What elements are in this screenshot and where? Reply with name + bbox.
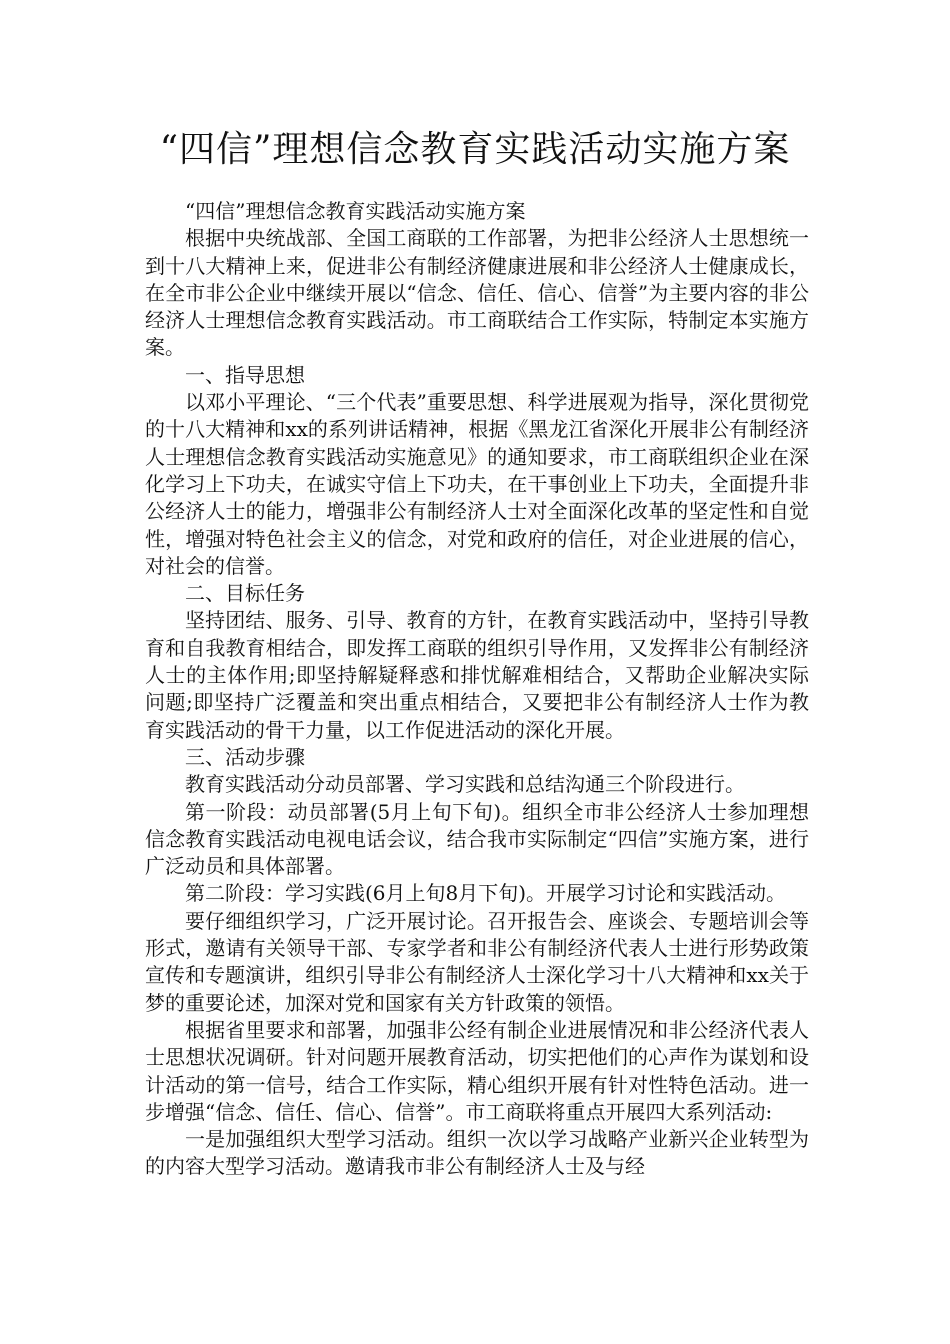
paragraph-subtitle: “四信”理想信念教育实践活动实施方案 <box>185 199 526 223</box>
paragraph-activity-one: 一是加强组织大型学习活动。组织一次以学习战略产业新兴企业转型为的内容大型学习活动。邀请我市非公有制经济人士及与经 <box>145 1127 809 1179</box>
section-heading-goals: 二、目标任务 <box>185 581 305 606</box>
document-body <box>145 198 809 1181</box>
document-title: “四信”理想信念教育实践活动实施方案 <box>159 129 791 170</box>
paragraph-study-organization: 要仔细组织学习，广泛开展讨论。召开报告会、座谈会、专题培训会等形式，邀请有关领导干部、专家学者和非公有制经济代表人士进行形势政策宣传和专题演讲，组织引导非公有制经济人士深化学习十八大精神和xx关于梦的重要论述，加深对党和国家有关方针政策的领悟。 <box>145 908 809 1015</box>
section-heading-guiding-ideology: 一、指导思想 <box>185 362 305 387</box>
paragraph-stage-one: 第一阶段：动员部署(5月上旬下旬)。组织全市非公经济人士参加理想信念教育实践活动电视电话会议，结合我市实际制定“四信”实施方案，进行广泛动员和具体部署。 <box>145 799 809 879</box>
paragraph-goals: 坚持团结、服务、引导、教育的方针，在教育实践活动中，坚持引导教育和自我教育相结合，即发挥工商联的组织引导作用，又发挥非公有制经济人士的主体作用;即坚持解疑释惑和排忧解难相结合，又帮助企业解决实际问题;即坚持广泛覆盖和突出重点相结合，又要把非公有制经济人士作为教育实践活动的骨干力量，以工作促进活动的深化开展。 <box>145 608 809 742</box>
paragraph-stage-two: 第二阶段：学习实践(6月上旬8月下旬)。开展学习讨论和实践活动。 <box>185 881 787 906</box>
paragraph-steps-overview: 教育实践活动分动员部署、学习实践和总结沟通三个阶段进行。 <box>185 772 745 797</box>
section-heading-steps: 三、活动步骤 <box>185 744 305 769</box>
paragraph-guiding-ideology: 以邓小平理论、“三个代表”重要思想、科学进展观为指导，深化贯彻党的十八大精神和xx的系列讲话精神，根据《黑龙江省深化开展非公有制经济人士理想信念教育实践活动实施意见》的通知要求，市工商联组织企业在深化学习上下功夫，在诚实守信上下功夫，在干事创业上下功夫，全面提升非公经济人士的能力，增强非公有制经济人士对全面深化改革的坚定性和自觉性，增强对特色社会主义的信念，对党和政府的信任，对企业进展的信心，对社会的信誉。 <box>145 390 809 578</box>
paragraph-research: 根据省里要求和部署，加强非公经有制企业进展情况和非公经济代表人士思想状况调研。针对问题开展教育活动，切实把他们的心声作为谋划和设计活动的第一信号，结合工作实际，精心组织开展有针对性特色活动。进一步增强“信念、信任、信心、信誉”。市工商联将重点开展四大系列活动: <box>145 1017 809 1124</box>
paragraph-intro: 根据中央统战部、全国工商联的工作部署，为把非公经济人士思想统一到十八大精神上来，促进非公有制经济健康进展和非公经济人士健康成长，在全市非公企业中继续开展以“信念、信任、信心、信誉”为主要内容的非公经济人士理想信念教育实践活动。市工商联结合工作实际，特制定本实施方案。 <box>145 226 809 360</box>
